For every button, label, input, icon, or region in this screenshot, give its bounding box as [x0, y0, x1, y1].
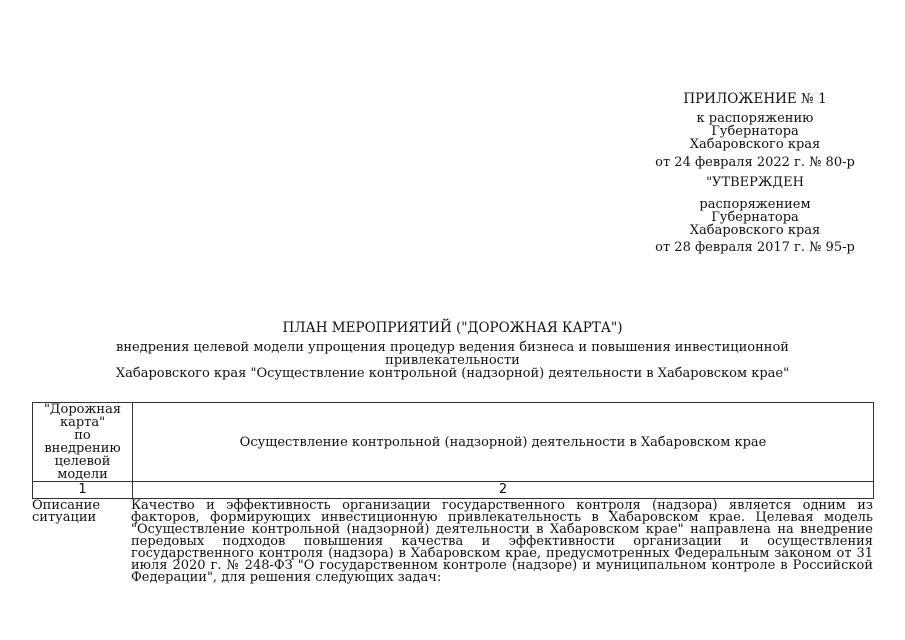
- header-line: целевой: [54, 454, 111, 469]
- header-line: модели: [57, 467, 108, 482]
- by-order-line: распоряжением: [699, 197, 811, 212]
- roadmap-table: [32, 402, 874, 499]
- situation-label-line: Описание: [32, 498, 101, 513]
- header-line: карта": [59, 415, 106, 430]
- situation-label: [32, 500, 127, 524]
- approved-heading: "УТВЕРЖДЕН: [706, 175, 804, 190]
- by-order-block: [640, 198, 870, 237]
- by-order-line: Хабаровского края: [689, 223, 821, 238]
- order-date-2017: от 28 февраля 2017 г. № 95-р: [655, 240, 855, 255]
- column-number: 2: [133, 482, 874, 499]
- to-order-line: к распоряжению: [696, 111, 814, 126]
- plan-subtitle-line: Хабаровского края "Осуществление контрольной (надзорной) деятельности в Хабаровском крае": [115, 366, 790, 381]
- plan-title: ПЛАН МЕРОПРИЯТИЙ ("ДОРОЖНАЯ КАРТА"): [282, 320, 623, 336]
- order-date-2022: от 24 февраля 2022 г. № 80-р: [655, 155, 855, 170]
- to-order-line: Хабаровского края: [689, 137, 821, 152]
- column-number: 1: [33, 482, 133, 499]
- plan-subtitle: [55, 341, 850, 380]
- header-cell-roadmap: [33, 403, 133, 482]
- appendix-title: ПРИЛОЖЕНИЕ № 1: [683, 91, 827, 107]
- situation-description: Качество и эффективность организации государственного контроля (надзора) является одним из факторов, формирующих инвестиционную привлекательность в Хабаровском крае. Целевая модель "Осуществление контрольной (надзорной) деятельности в Хабаровском крае" направлена на внедрение передовых подходов повышения качества и эффективности организации и осуществления государственного контроля (надзора) в Хабаровском крае, предусмотренных Федеральным законом от 31 июля 2020 г. № 248-ФЗ "О государственном контроле (надзоре) и муниципальном контроле в Российской Федерации", для решения следующих задач:: [131, 498, 873, 585]
- header-cell-model-name: Осуществление контрольной (надзорной) деятельности в Хабаровском крае: [133, 403, 874, 482]
- to-order-block: [640, 112, 870, 151]
- table-header-row: [33, 403, 874, 482]
- plan-subtitle-line: внедрения целевой модели упрощения процедур ведения бизнеса и повышения инвестиционной привлекательности: [116, 340, 789, 368]
- by-order-line: Губернатора: [711, 210, 799, 225]
- header-line: по внедрению: [44, 428, 121, 456]
- column-number-row: [33, 482, 874, 499]
- situation-label-line: ситуации: [32, 510, 97, 525]
- to-order-line: Губернатора: [711, 124, 799, 139]
- header-line: "Дорожная: [43, 402, 122, 417]
